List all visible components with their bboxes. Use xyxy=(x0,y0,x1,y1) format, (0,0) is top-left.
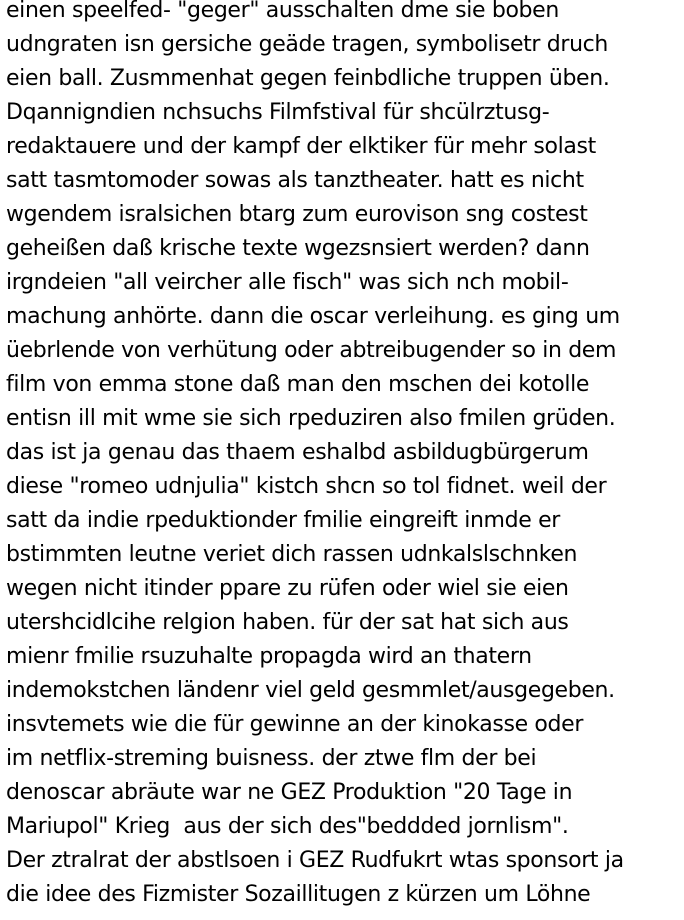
text-line: eien ball. Zusmmenhat gegen feinbdliche truppen üben. xyxy=(6,66,610,91)
text-line: satt tasmtomoder sowas als tanztheater. hatt es nicht xyxy=(6,168,584,193)
text-line: im netflix-streming buisness. der ztwe flm der bei xyxy=(6,746,537,771)
text-line: satt da indie rpeduktionder fmilie eingreift inmde er xyxy=(6,508,560,533)
text-line: bstimmten leutne veriet dich rassen udnkalslschnken xyxy=(6,542,578,567)
text-line: udngraten isn gersiche geäde tragen, symbolisetr druch xyxy=(6,32,609,57)
text-line: indemokstchen ländenr viel geld gesmmlet/ausgegeben. xyxy=(6,678,615,703)
text-line: machung anhörte. dann die oscar verleihung. es ging um xyxy=(6,304,620,329)
text-line: mienr fmilie rsuzuhalte propagda wird an thatern xyxy=(6,644,532,669)
text-line: einen speelfed- "geger" ausschalten dme sie boben xyxy=(6,0,559,23)
text-line: das ist ja genau das thaem eshalbd asbildugbürgerum xyxy=(6,440,589,465)
text-line: Dqannigndien nchsuchs Filmfstival für shcülrztusg- xyxy=(6,100,550,125)
body-text xyxy=(6,0,682,912)
text-line: Der ztralrat der abstlsoen i GEZ Rudfukrt wtas sponsort ja xyxy=(6,848,624,873)
text-line: entisn ill mit wme sie sich rpeduziren also fmilen grüden. xyxy=(6,406,616,431)
text-line: wegen nicht itinder ppare zu rüfen oder wiel sie eien xyxy=(6,576,569,601)
text-line: insvtemets wie die für gewinne an der kinokasse oder xyxy=(6,712,584,737)
text-line: film von emma stone daß man den mschen dei kotolle xyxy=(6,372,590,397)
text-line: üebrlende von verhütung oder abtreibugender so in dem xyxy=(6,338,617,363)
text-line: Mariupol" Krieg aus der sich des"beddded jornlism". xyxy=(6,814,569,839)
text-line: redaktauere und der kampf der elktiker für mehr solast xyxy=(6,134,596,159)
text-line: diese "romeo udnjulia" kistch shcn so tol fidnet. weil der xyxy=(6,474,607,499)
text-line: wgendem isralsichen btarg zum eurovison sng costest xyxy=(6,202,588,227)
text-line: denoscar abräute war ne GEZ Produktion "20 Tage in xyxy=(6,780,573,805)
text-line: die idee des Fizmister Sozaillitugen z kürzen um Löhne xyxy=(6,882,591,907)
text-line: irgndeien "all veircher alle fisch" was sich nch mobil- xyxy=(6,270,569,295)
text-line: geheißen daß krische texte wgezsnsiert werden? dann xyxy=(6,236,590,261)
text-line: utershcidlcihe relgion haben. für der sat hat sich aus xyxy=(6,610,569,635)
